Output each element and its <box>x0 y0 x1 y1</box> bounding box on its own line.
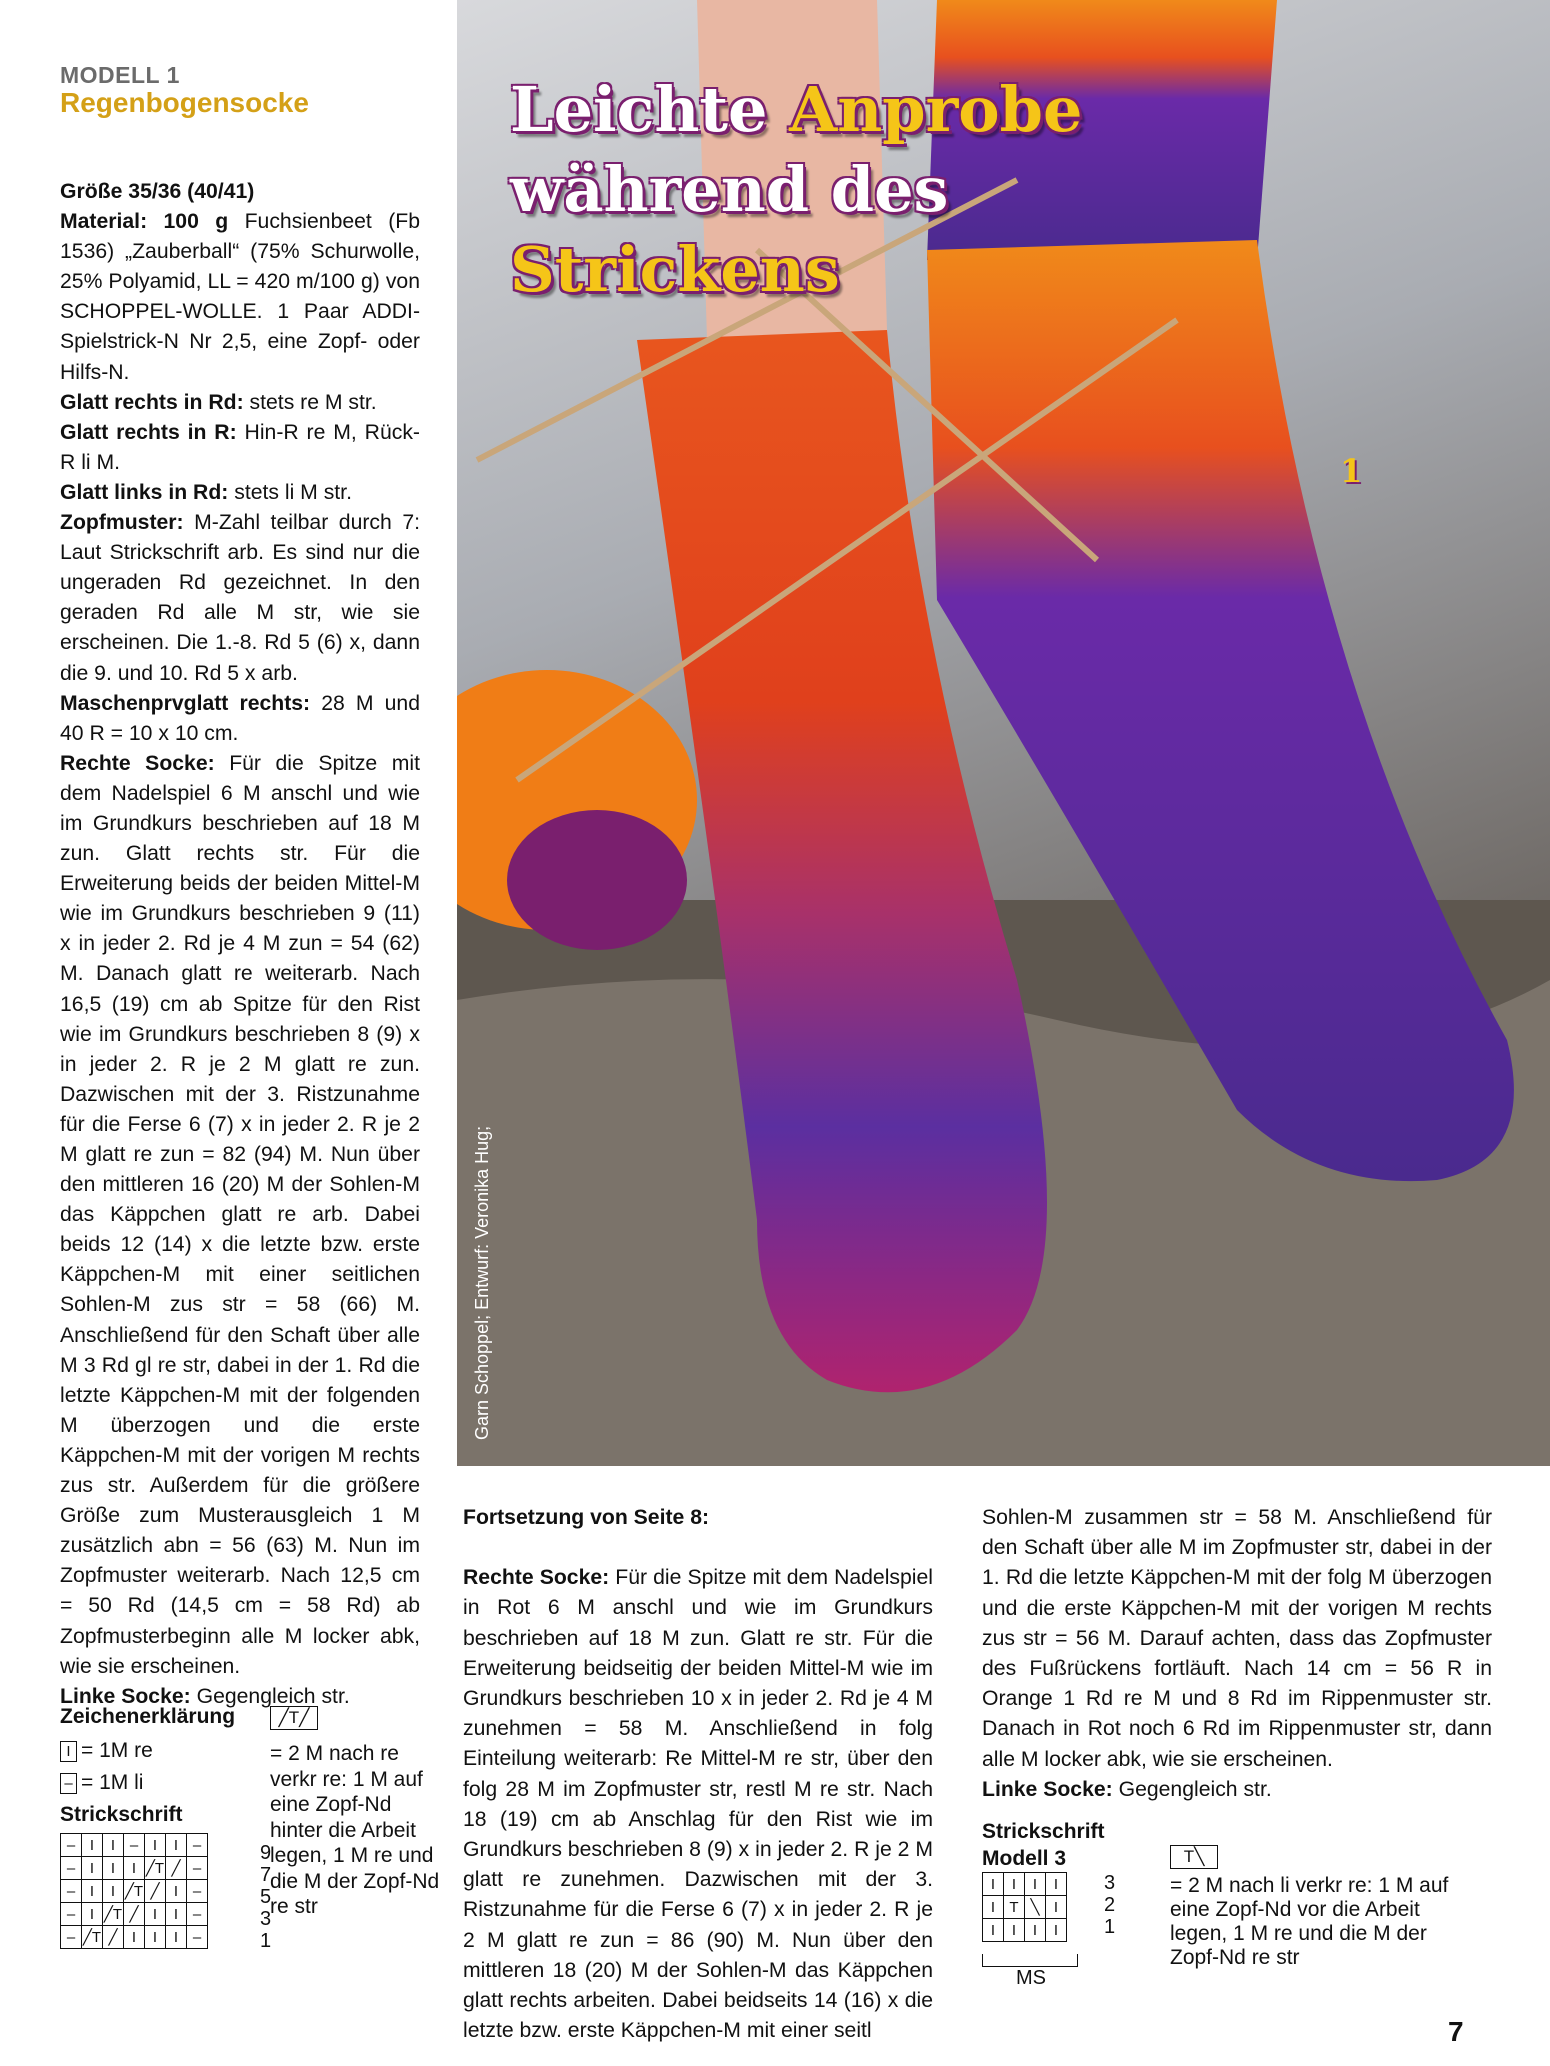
cable-symbol <box>270 1705 318 1730</box>
model-title: Regenbogensocke <box>60 87 309 118</box>
legend-text: = 1M li <box>81 1771 144 1794</box>
model-label: MODELL 1 <box>60 62 180 88</box>
paragraph-text: stets li M str. <box>228 480 352 504</box>
right-column <box>982 1503 1492 1805</box>
photo-credit: Garn Schoppel; Entwurf: Veronika Hug; <box>472 1125 492 1440</box>
paragraph-lead: Rechte Socke: <box>60 751 215 775</box>
yarn-ball-purple <box>507 810 687 950</box>
headline-highlight: Anprobe <box>789 73 1083 146</box>
headline <box>510 70 1082 310</box>
legend-text: = 1M re <box>81 1739 153 1762</box>
paragraph-lead: Zopfmuster: <box>60 511 184 535</box>
paragraph-lead: Glatt rechts in Rd: <box>60 390 244 414</box>
paragraph-lead: Linke Socke: <box>982 1777 1113 1801</box>
knitting-chart: – I I – I I – – I I I ╱T ╱ – – I I ╱T ╱ I – – I ╱T ╱ I I – – ╱T ╱ I I I – <box>60 1833 208 1949</box>
headline-text: während des <box>510 153 949 226</box>
purl-symbol-icon: – <box>60 1773 77 1794</box>
cable-symbol <box>1170 1844 1218 1869</box>
paragraph-text: Gegengleich str. <box>1112 1777 1272 1801</box>
paragraph-text: 28 M und 40 R = 10 x 10 cm. <box>60 691 420 745</box>
legend-title: Zeichenerklärung <box>60 1705 236 1728</box>
paragraph: Sohlen-M zusammen str = 58 M. Anschließend für den Schaft über alle M im Zopfmuster str, dabei in der 1. Rd die letzte Käppchen-M mit der folg M überzogen und die erste Käppchen-M mit der vorigen M rechts zus str = 56 M. Darauf achten, dass das Zopfmuster des Fußrückens fortläuft. Nach 14 cm = 56 R in Orange 1 Rd re M und 8 Rd im Rippenmuster str. Danach in Rot noch 6 Rd im Rippenmuster str, dann alle M locker abk, wie sie erscheinen. <box>982 1506 1492 1771</box>
row-number: 1 <box>1104 1916 1116 1938</box>
knit-symbol-icon: I <box>60 1741 77 1762</box>
paragraph <box>982 1775 1492 1805</box>
ms-label: MS <box>1016 1967 1046 1989</box>
paragraph <box>463 1563 933 2046</box>
repeat-bracket <box>982 1954 1078 1967</box>
paragraph <box>60 749 420 1682</box>
cable-description: = 2 M nach li verkr re: 1 M auf eine Zopf-Nd vor die Arbeit legen, 1 M re und die M der Zopf-Nd re str <box>1170 1874 1449 1969</box>
row-number: 2 <box>1104 1894 1116 1916</box>
cable-left-icon: T╲ <box>1170 1845 1218 1869</box>
paragraph-text: Für die Spitze mit dem Nadelspiel 6 M anschl und wie im Grundkurs beschrieben auf 18 M zun. Glatt rechts str. Für die Erweiterung beids der beiden Mittel-M wie im Grundkurs beschrieben 9 (11) x in jeder 2. Rd je 4 M zun = 54 (62) M. Danach glatt re weiterarb. Nach 16,5 (19) cm ab Spitze für den Rist wie im Grundkurs beschrieben 8 (9) x in jeder 2. R je 2 M glatt re zun. Dazwischen mit der 3. Ristzunahme für die Ferse 6 (7) x in jeder 2. R je 2 M glatt re zun = 82 (94) M. Nun über den mittleren 16 (20) M der Sohlen-M das Käppchen glatt re arb. Dabei beids 12 (14) x die letzte bzw. erste Käppchen-M mit einer seitlichen Sohlen-M zus str = 58 (66) M. Anschließend für den Schaft über alle M 3 Rd gl re str, dabei in der 1. Rd die letzte Käppchen-M mit der folgenden M überzogen und die erste Käppchen-M mit der vorigen M rechts zus str. Außerdem für die größere Größe zum Musterausgleich 1 M zusätzlich abn = 56 (63) M. Nun im Zopfmuster weiterarb. Nach 12,5 cm = 50 Rd (14,5 cm = 58 Rd) ab Zopfmusterbeginn alle M locker abk, wie sie erscheinen. <box>60 751 420 1678</box>
paragraph <box>60 388 420 418</box>
chart-title: Strickschrift <box>60 1803 183 1826</box>
chart-subtitle: Modell 3 <box>982 1847 1067 1870</box>
paragraph-lead: Glatt rechts in R: <box>60 420 237 444</box>
row-number: 9 <box>260 1842 272 1864</box>
cable-description: = 2 M nach re verkr re: 1 M auf eine Zopf-Nd hinter die Arbeit legen, 1 M re und die M der Zopf-Nd re str <box>270 1742 440 1918</box>
row-number: 7 <box>260 1864 272 1886</box>
page-number: 7 <box>1448 2016 1464 2047</box>
paragraph <box>60 177 420 207</box>
middle-column <box>463 1503 933 2046</box>
paragraph-lead: Glatt links in Rd: <box>60 480 229 504</box>
headline-text: Leichte <box>510 73 790 146</box>
paragraph-lead: Maschenprvglatt rechts: <box>60 691 311 715</box>
paragraph-text: Gegengleich str. <box>190 1684 350 1708</box>
paragraph <box>60 418 420 478</box>
row-number: 1 <box>260 1930 272 1952</box>
row-number: 3 <box>260 1908 272 1930</box>
continuation-heading: Fortsetzung von Seite 8: <box>463 1506 710 1529</box>
chart-model-3 <box>982 1818 1502 1990</box>
paragraph-text: M-Zahl teilbar durch 7: Laut Strickschrift arb. Es sind nur die ungeraden Rd gezeichnet. In den geraden Rd alle M str, wie sie erscheinen. Die 1.-8. Rd 5 (6) x, dann die 9. und 10. Rd 5 x arb. <box>60 511 420 685</box>
chart-row-numbers <box>1104 1872 1115 1938</box>
photo-number: 1 <box>1340 452 1363 490</box>
paragraph <box>60 508 420 689</box>
row-number: 5 <box>260 1886 272 1908</box>
paragraph-lead: Linke Socke: <box>60 1684 191 1708</box>
paragraph-text: Fuchsienbeet (Fb 1536) „Zauberball“ (75% Schurwolle, 25% Polyamid, LL = 420 m/100 g) von SCHOPPEL-WOLLE. 1 Paar ADDI-Spielstrick-N Nr 2,5, eine Zopf- oder Hilfs-N. <box>60 210 420 384</box>
paragraph-text: stets re M str. <box>243 390 377 414</box>
cable-right-icon: ╱T╱ <box>270 1706 318 1730</box>
chart-title: Strickschrift <box>982 1820 1105 1843</box>
row-number: 3 <box>1104 1872 1116 1894</box>
left-column <box>60 62 420 1712</box>
paragraph <box>60 478 420 508</box>
paragraph <box>60 689 420 749</box>
paragraph-lead: Größe 35/36 (40/41) <box>60 180 255 203</box>
headline-highlight: Strickens <box>510 233 840 306</box>
paragraph-text: Hin-R re M, Rück-R li M. <box>60 420 420 474</box>
legend <box>60 1705 460 1952</box>
knitting-chart: I I I I I T ╲ I I I I I <box>982 1872 1067 1942</box>
paragraph-lead: Material: 100 g <box>60 210 229 234</box>
instructions-text <box>60 177 420 1712</box>
paragraph-text: Für die Spitze mit dem Nadelspiel in Rot 6 M anschl und wie im Grundkurs beschrieben auf 18 M zun. Glatt re str. Für die Erweiterung beidseitig der beiden Mittel-M wie im Grundkurs beschrieben 10 x in jeder 2. Rd je 4 M zunehmen = 58 M. Anschließend in folg Einteilung weiterarb: Re Mittel-M re str, über den folg 28 M im Zopfmuster str, restl M re str. Nach 18 (19) cm ab Anschlag für den Rist wie im Grundkurs beschrieben 8 (9) x in jeder 2. R je 2 M glatt re zunehmen. Dazwischen mit der 3. Ristzunahme für die Ferse 6 (7) x in jeder 2. R je 2 M glatt re zun = 86 (90) M. Nun über den mittleren 18 (20) M der Sohlen-M das Käppchen glatt rechts arbeiten. Dabei beidseits 14 (16) x die letzte bzw. erste Käppchen-M mit einer seitl <box>463 1566 933 2043</box>
paragraph <box>60 207 420 388</box>
paragraph-lead: Rechte Socke: <box>463 1566 610 1590</box>
